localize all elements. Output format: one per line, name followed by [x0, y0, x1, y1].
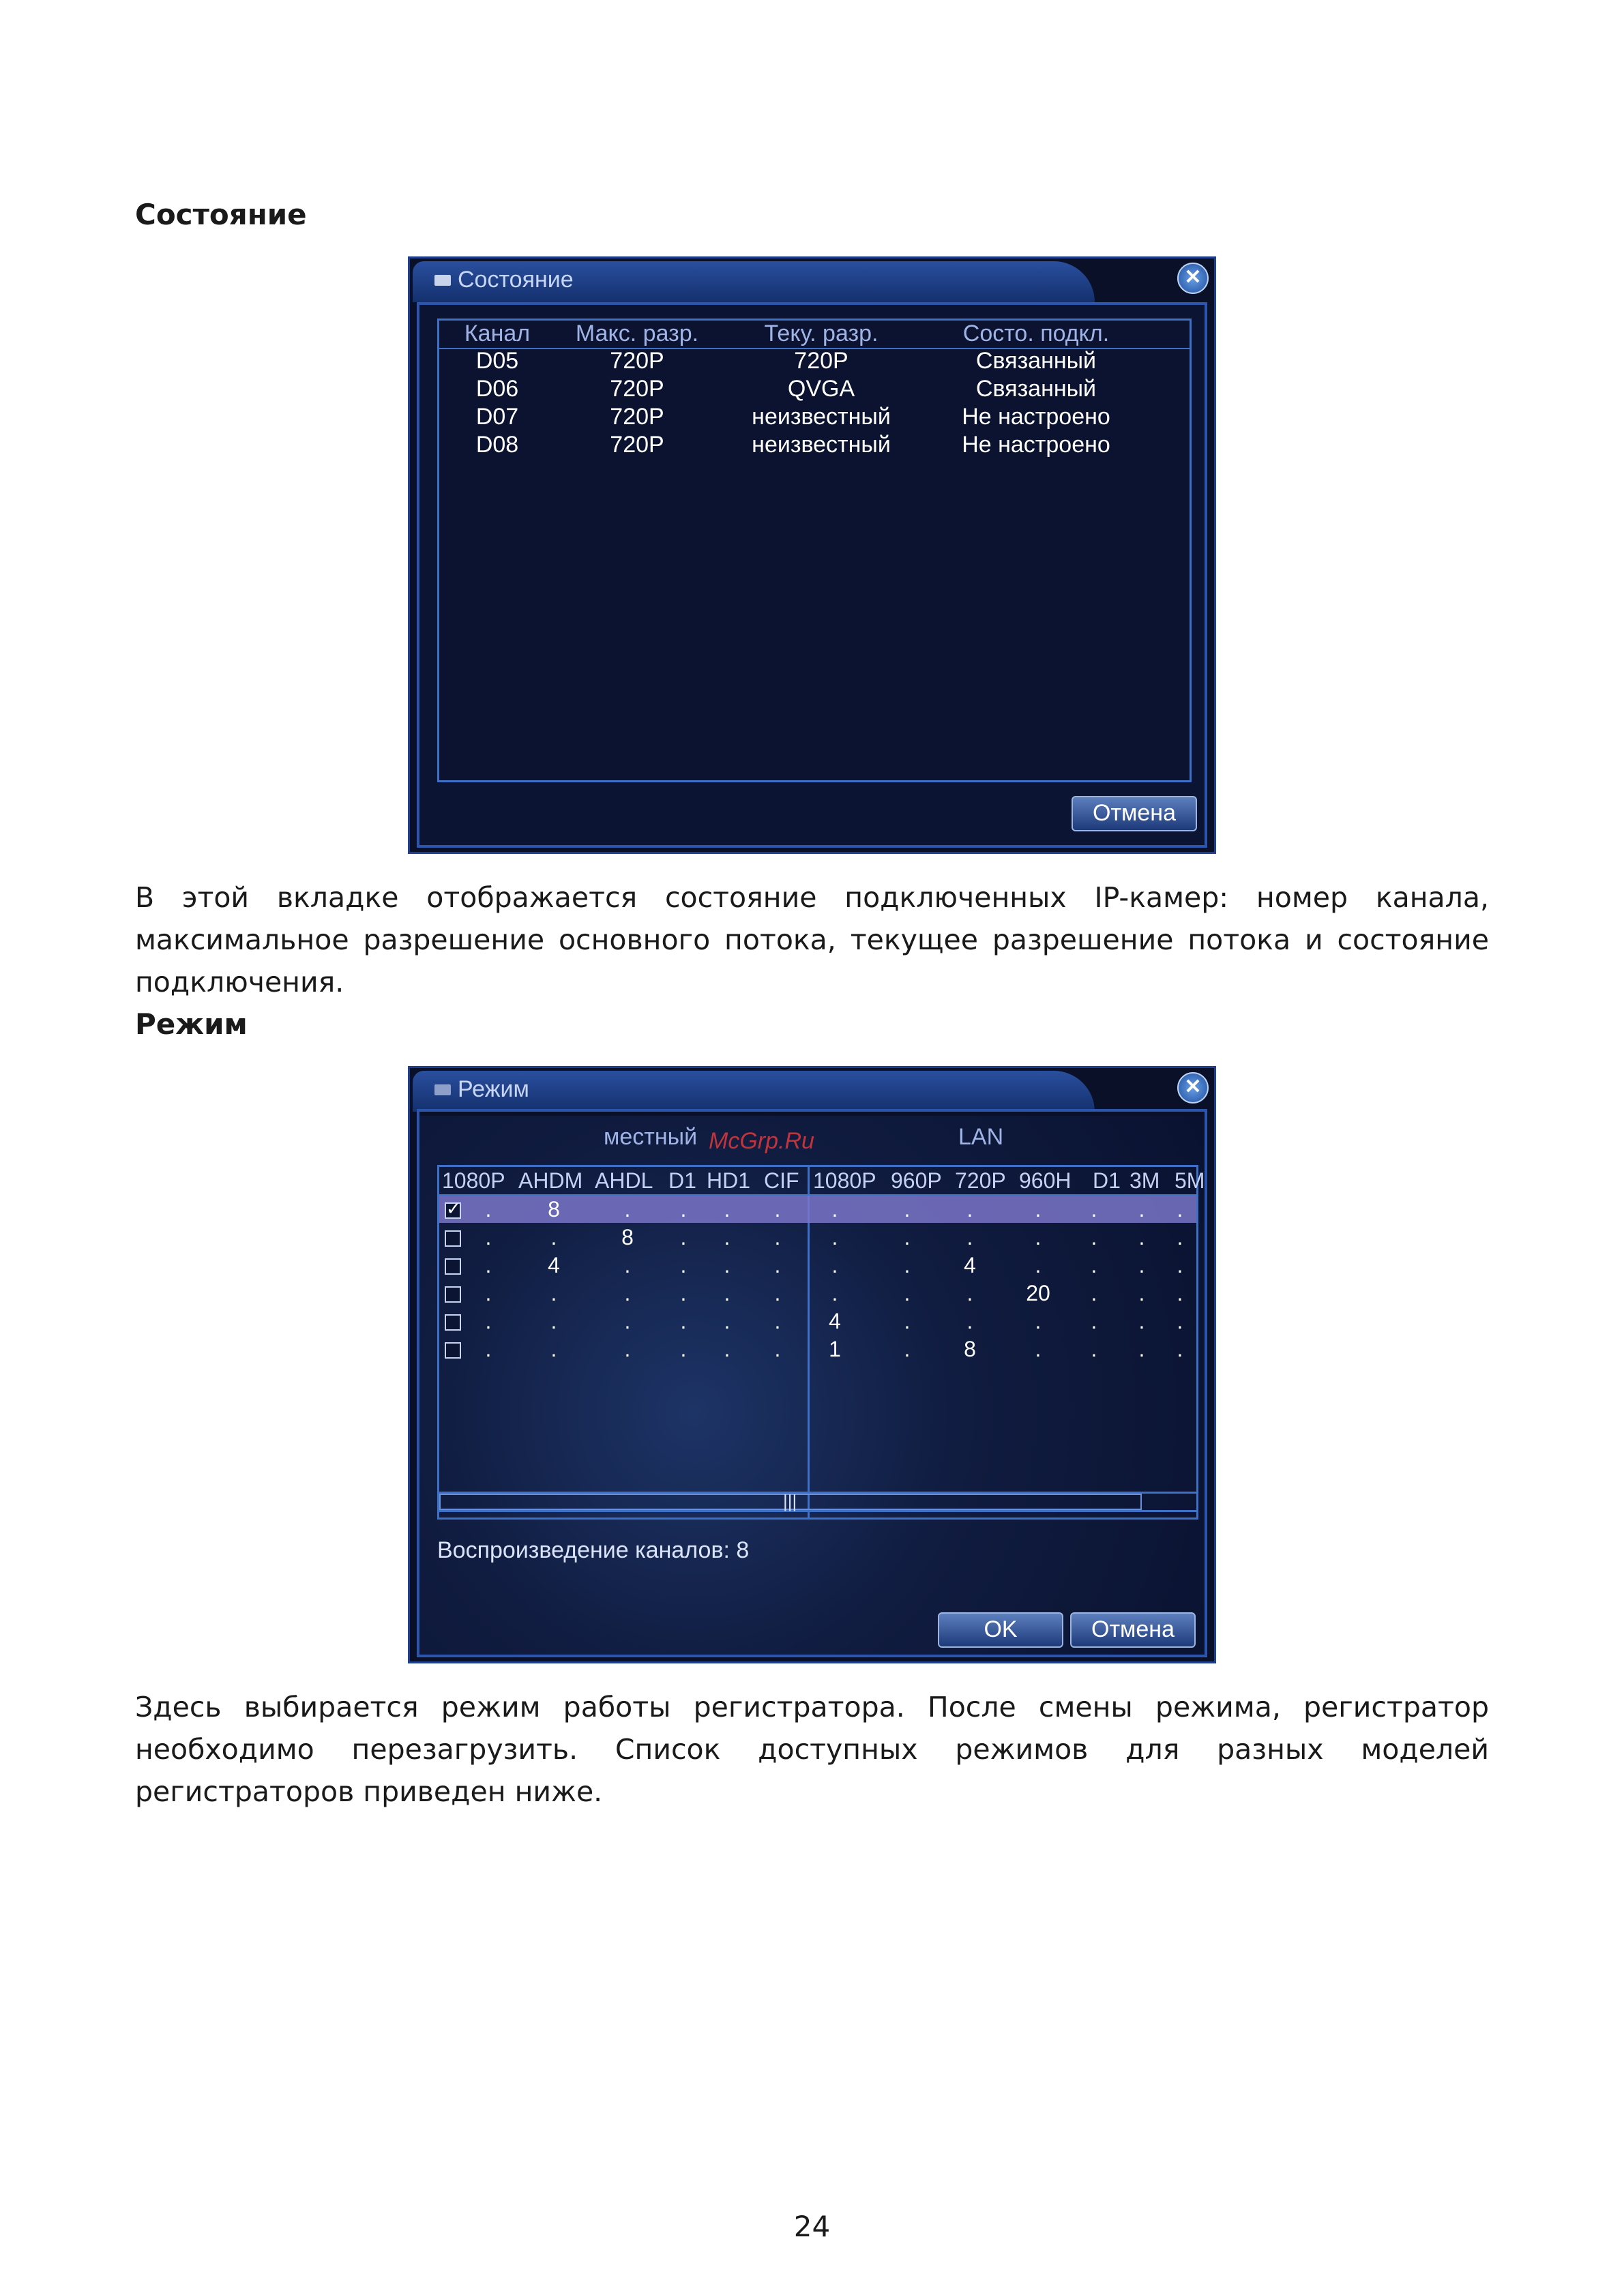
table-cell: D05	[475, 348, 519, 374]
column-header: 5M	[1175, 1168, 1205, 1193]
mode-checkbox[interactable]	[445, 1202, 461, 1219]
table-cell: D06	[475, 376, 519, 402]
table-cell: 720P	[610, 432, 664, 458]
mode-cell: .	[1138, 1253, 1145, 1277]
column-header: 960H	[1019, 1168, 1072, 1193]
column-header: HD1	[707, 1168, 751, 1193]
mode-cell: .	[831, 1225, 838, 1249]
mode-cell: .	[1091, 1281, 1097, 1305]
column-header: 1080P	[442, 1168, 505, 1193]
ok-button[interactable]: OK	[938, 1612, 1063, 1648]
mode-cell: .	[1035, 1253, 1042, 1277]
status-dialog-titlebar	[413, 261, 1095, 302]
table-cell: Не настроено	[962, 432, 1110, 458]
status-table	[437, 319, 1192, 782]
mode-cell: .	[774, 1337, 781, 1361]
table-cell: 720P	[610, 376, 664, 402]
column-header: 1080P	[813, 1168, 876, 1193]
mode-dialog-body	[417, 1109, 1207, 1657]
table-cell: QVGA	[787, 376, 855, 402]
mode-cell: 4	[829, 1309, 841, 1333]
description-paragraph: В этой вкладке отображается состояние подключенных IP-камер: номер канала, максимальное разрешение основного потока, текущее разрешение потока и состояние подключения.	[135, 881, 1489, 998]
mode-dialog	[408, 1066, 1216, 1663]
mode-cell: 8	[548, 1197, 560, 1221]
mode-cell: .	[1177, 1309, 1183, 1333]
table-cell: 720P	[610, 348, 664, 374]
mode-checkbox[interactable]	[445, 1258, 461, 1275]
column-header: 960P	[891, 1168, 942, 1193]
mode-cell: .	[485, 1253, 492, 1277]
description-paragraph: Здесь выбирается режим работы регистратора. После смены режима, регистратор необходимо перезагрузить. Список доступных режимов для разных моделей регистраторов приведен ниже.	[135, 1691, 1489, 1808]
mode-cell: .	[1177, 1225, 1183, 1249]
mode-cell: .	[904, 1225, 911, 1249]
mode-cell: .	[724, 1253, 730, 1277]
group-label-lan: LAN	[958, 1124, 1004, 1150]
mode-cell: .	[774, 1309, 781, 1333]
mode-cell: .	[904, 1253, 911, 1277]
mode-cell: .	[1138, 1225, 1145, 1249]
column-header: CIF	[764, 1168, 799, 1193]
mode-cell: 4	[548, 1253, 560, 1277]
horizontal-scrollbar[interactable]	[439, 1492, 1196, 1512]
column-header-max-res: Макс. разр.	[575, 321, 699, 346]
table-cell: D08	[475, 432, 519, 458]
mode-cell: .	[1035, 1197, 1042, 1221]
column-header: 3M	[1130, 1168, 1160, 1193]
mode-cell: .	[1138, 1281, 1145, 1305]
watermark: McGrp.Ru	[709, 1128, 814, 1154]
playback-channels-label: Воспроизведение каналов: 8	[437, 1537, 750, 1563]
mode-cell: .	[966, 1309, 973, 1333]
mode-checkbox[interactable]	[445, 1342, 461, 1359]
column-header-cur-res: Теку. разр.	[764, 321, 879, 346]
mode-cell: .	[831, 1253, 838, 1277]
column-header: D1	[1093, 1168, 1121, 1193]
mode-cell: 8	[964, 1337, 976, 1361]
table-cell: Связанный	[975, 348, 1097, 374]
mode-checkbox[interactable]	[445, 1314, 461, 1331]
mode-cell: .	[774, 1225, 781, 1249]
close-button[interactable]: ✕	[1177, 1072, 1209, 1104]
cancel-button[interactable]: Отмена	[1070, 1612, 1196, 1648]
page-number: 24	[793, 2210, 831, 2243]
mode-cell: .	[624, 1197, 631, 1221]
mode-cell: .	[1091, 1309, 1097, 1333]
mode-cell: .	[1138, 1309, 1145, 1333]
mode-cell: .	[680, 1309, 687, 1333]
mail-icon	[434, 275, 451, 286]
table-cell: Связанный	[975, 376, 1097, 402]
mode-cell: .	[774, 1197, 781, 1221]
mode-cell: .	[1138, 1337, 1145, 1361]
mode-checkbox[interactable]	[445, 1230, 461, 1247]
mode-cell: .	[831, 1281, 838, 1305]
mode-cell: 4	[964, 1253, 976, 1277]
mode-cell: .	[680, 1197, 687, 1221]
close-button[interactable]: ✕	[1177, 263, 1209, 294]
mode-cell: .	[680, 1281, 687, 1305]
mode-cell: .	[624, 1253, 631, 1277]
mode-cell: .	[1035, 1309, 1042, 1333]
mode-cell: .	[1091, 1225, 1097, 1249]
mode-cell: .	[724, 1225, 730, 1249]
mode-cell: .	[966, 1281, 973, 1305]
scrollbar-thumb[interactable]	[439, 1491, 1142, 1511]
column-header: D1	[668, 1168, 696, 1193]
mode-cell: .	[485, 1225, 492, 1249]
mode-cell: .	[904, 1309, 911, 1333]
mode-cell: .	[904, 1197, 911, 1221]
mode-cell: .	[1177, 1281, 1183, 1305]
mode-cell: .	[774, 1253, 781, 1277]
column-header: 720P	[955, 1168, 1006, 1193]
mode-cell: .	[831, 1197, 838, 1221]
table-cell: Не настроено	[962, 404, 1110, 430]
mode-icon	[434, 1084, 451, 1095]
section-heading-status: Состояние	[135, 198, 307, 231]
mode-cell: .	[724, 1337, 730, 1361]
mode-table	[437, 1165, 1205, 1520]
mode-cell: .	[1091, 1337, 1097, 1361]
mode-cell: 1	[829, 1337, 841, 1361]
column-header-conn-state: Состо. подкл.	[962, 321, 1110, 346]
mode-cell: .	[966, 1197, 973, 1221]
mode-cell: .	[774, 1281, 781, 1305]
table-cell: 720P	[794, 348, 848, 374]
table-cell: D07	[475, 404, 519, 430]
mode-cell: .	[724, 1281, 730, 1305]
mode-cell: .	[680, 1253, 687, 1277]
cancel-button[interactable]: Отмена	[1072, 796, 1197, 831]
mode-cell: .	[485, 1337, 492, 1361]
mode-cell: .	[624, 1309, 631, 1333]
mode-cell: 8	[621, 1225, 634, 1249]
mode-cell: .	[1177, 1197, 1183, 1221]
mode-cell: .	[624, 1337, 631, 1361]
mode-cell: .	[1177, 1253, 1183, 1277]
mode-cell: .	[550, 1225, 557, 1249]
status-dialog-body	[417, 302, 1207, 848]
mode-cell: .	[1035, 1225, 1042, 1249]
mode-cell: .	[724, 1197, 730, 1221]
section-heading-mode: Режим	[135, 1007, 248, 1041]
mode-cell: .	[904, 1281, 911, 1305]
mode-cell: .	[966, 1225, 973, 1249]
mode-cell: .	[724, 1309, 730, 1333]
mode-checkbox[interactable]	[445, 1286, 461, 1303]
table-cell: неизвестный	[752, 404, 891, 430]
table-cell: неизвестный	[752, 432, 891, 458]
mode-cell: .	[485, 1197, 492, 1221]
mode-cell: .	[550, 1337, 557, 1361]
mode-cell: .	[550, 1281, 557, 1305]
table-cell: 720P	[610, 404, 664, 430]
mode-cell: .	[680, 1225, 687, 1249]
mode-cell: .	[1091, 1253, 1097, 1277]
mode-dialog-title: Режим	[458, 1076, 529, 1102]
column-header: AHDL	[595, 1168, 653, 1193]
status-dialog	[408, 256, 1216, 854]
mode-cell: .	[904, 1337, 911, 1361]
status-dialog-title: Состояние	[458, 267, 574, 293]
mode-dialog-titlebar	[413, 1071, 1095, 1112]
mode-cell: .	[1035, 1337, 1042, 1361]
group-label-local: местный	[604, 1124, 698, 1150]
column-header-channel: Канал	[464, 321, 531, 346]
scroll-grip: |||	[783, 1491, 797, 1511]
column-header: AHDM	[518, 1168, 583, 1193]
mode-cell: .	[485, 1281, 492, 1305]
mode-cell: .	[1091, 1197, 1097, 1221]
mode-cell: .	[680, 1337, 687, 1361]
mode-cell: .	[1177, 1337, 1183, 1361]
mode-cell: .	[1138, 1197, 1145, 1221]
mode-cell: 20	[1026, 1281, 1050, 1305]
mode-cell: .	[485, 1309, 492, 1333]
mode-cell: .	[550, 1309, 557, 1333]
mode-cell: .	[624, 1281, 631, 1305]
